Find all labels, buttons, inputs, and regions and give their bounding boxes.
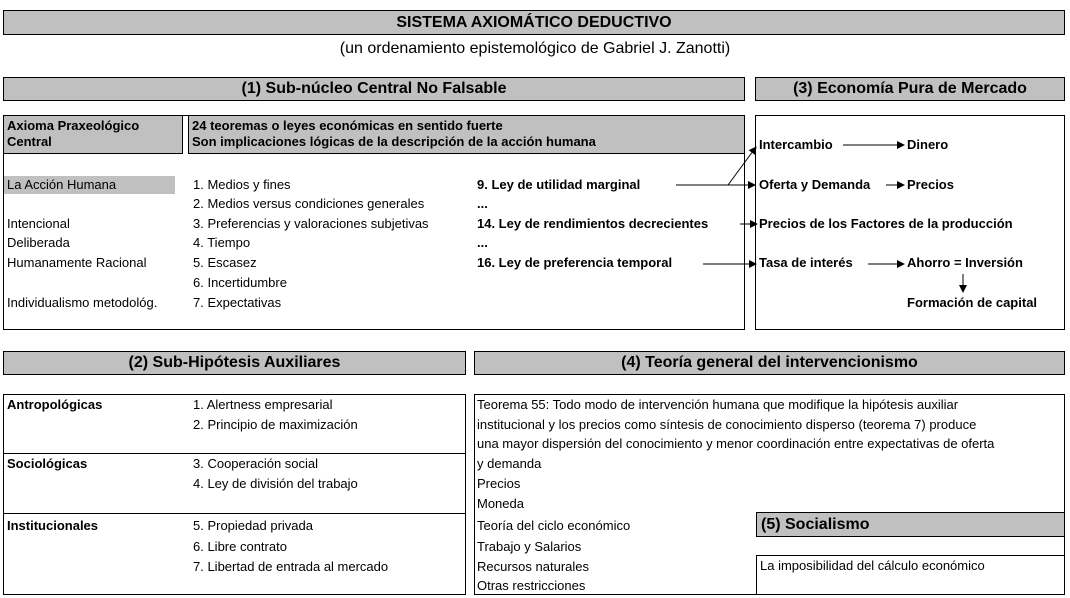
- item-3: 3. Preferencias y valoraciones subjetivas: [193, 216, 429, 231]
- trait-individualismo: Individualismo metodológ.: [7, 295, 158, 310]
- aux-item-2: 2. Principio de maximización: [193, 417, 358, 432]
- topic-trabajo: Trabajo y Salarios: [477, 539, 582, 554]
- theorems-line-1: 24 teoremas o leyes económicas en sentido fuerte: [192, 118, 503, 133]
- formacion-label: Formación de capital: [907, 295, 1038, 310]
- section5-header: (5) Socialismo: [756, 512, 1065, 537]
- tasa-label: Tasa de interés: [759, 255, 853, 270]
- aux-item-1: 1. Alertness empresarial: [193, 397, 333, 412]
- intercambio-label: Intercambio: [759, 137, 833, 152]
- law-9: 9. Ley de utilidad marginal: [477, 177, 641, 192]
- aux-item-6: 6. Libre contrato: [193, 539, 287, 554]
- section4-header: (4) Teoría general del intervencionismo: [474, 351, 1065, 375]
- theorem55-line-2: institucional y los precios como síntesis de conocimiento disperso (teorema 7) produce: [477, 417, 977, 432]
- law-ellipsis-1: ...: [477, 196, 488, 211]
- group-sociologicas: Sociológicas: [7, 456, 88, 471]
- theorem55-line-3: una mayor dispersión del conocimiento y menor coordinación entre expectativas de oferta: [477, 436, 995, 451]
- topic-otras: Otras restricciones: [477, 578, 586, 593]
- aux-item-3: 3. Cooperación social: [193, 456, 319, 471]
- section2-header: (2) Sub-Hipótesis Auxiliares: [3, 351, 466, 375]
- section1-header: (1) Sub-núcleo Central No Falsable: [3, 77, 745, 101]
- item-2: 2. Medios versus condiciones generales: [193, 196, 425, 211]
- item-5: 5. Escasez: [193, 255, 257, 270]
- dinero-label: Dinero: [907, 137, 949, 152]
- theorem55-line-1: Teorema 55: Todo modo de intervención humana que modifique la hipótesis auxiliar: [477, 397, 959, 412]
- trait-deliberada: Deliberada: [7, 235, 70, 250]
- section2-divider-2: [3, 513, 466, 514]
- arrow-utilidad-diagonal: [728, 147, 756, 185]
- axiom-line-2: Central: [7, 134, 52, 149]
- theorems-line-2: Son implicaciones lógicas de la descripción de la acción humana: [192, 134, 596, 149]
- subtitle: (un ordenamiento epistemológico de Gabriel J. Zanotti): [339, 40, 731, 57]
- topic-recursos: Recursos naturales: [477, 559, 589, 574]
- action-label: La Acción Humana: [4, 176, 175, 194]
- law-16: 16. Ley de preferencia temporal: [477, 255, 673, 270]
- topic-precios: Precios: [477, 476, 521, 491]
- item-7: 7. Expectativas: [193, 295, 282, 310]
- section2-divider-1: [3, 453, 466, 454]
- aux-item-5: 5. Propiedad privada: [193, 518, 313, 533]
- factores-label: Precios de los Factores de la producción: [759, 216, 1013, 231]
- trait-racional: Humanamente Racional: [7, 255, 147, 270]
- group-antropologicas: Antropológicas: [7, 397, 103, 412]
- aux-item-4: 4. Ley de división del trabajo: [193, 476, 358, 491]
- law-ellipsis-2: ...: [477, 235, 488, 250]
- section3-header: (3) Economía Pura de Mercado: [755, 77, 1065, 101]
- item-6: 6. Incertidumbre: [193, 275, 287, 290]
- topic-ciclo: Teoría del ciclo económico: [477, 518, 631, 533]
- law-14: 14. Ley de rendimientos decrecientes: [477, 216, 709, 231]
- trait-intencional: Intencional: [7, 216, 70, 231]
- main-title: SISTEMA AXIOMÁTICO DEDUCTIVO: [3, 10, 1065, 35]
- ahorro-label: Ahorro = Inversión: [907, 255, 1023, 270]
- item-1: 1. Medios y fines: [193, 177, 291, 192]
- item-4: 4. Tiempo: [193, 235, 251, 250]
- oferta-label: Oferta y Demanda: [759, 177, 871, 192]
- axiom-line-1: Axioma Praxeológico: [7, 118, 140, 133]
- precios-label: Precios: [907, 177, 954, 192]
- aux-item-7: 7. Libertad de entrada al mercado: [193, 559, 389, 574]
- theorem55-line-4: y demanda: [477, 456, 542, 471]
- socialismo-text: La imposibilidad del cálculo económico: [760, 558, 985, 573]
- topic-moneda: Moneda: [477, 496, 524, 511]
- group-institucionales: Institucionales: [7, 518, 99, 533]
